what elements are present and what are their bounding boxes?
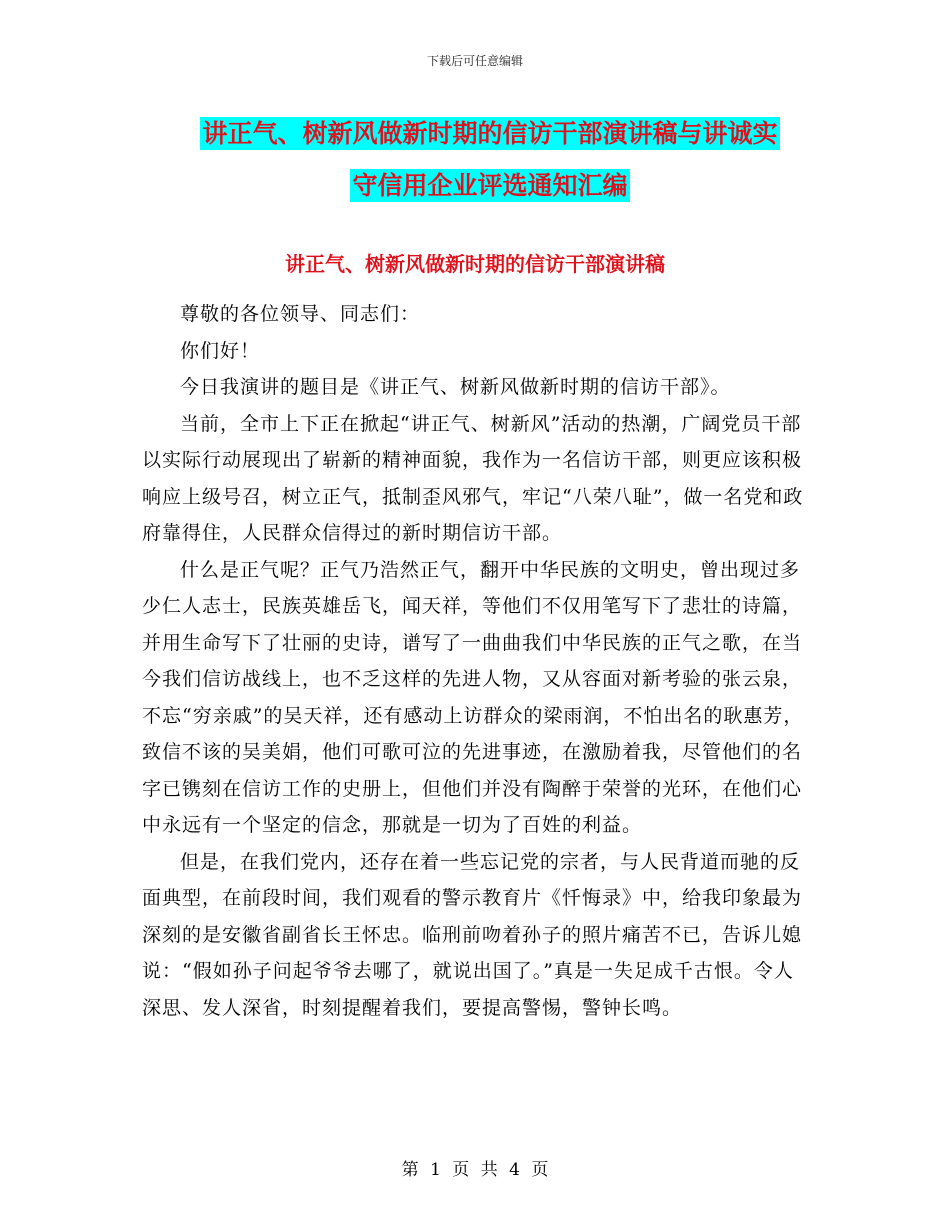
page-footer: 第 1 页 共 4 页 <box>401 1160 549 1180</box>
section-title: 讲正气、树新风做新时期的信访干部演讲稿 <box>285 252 665 276</box>
topic-paragraph: 今日我演讲的题目是《讲正气、树新风做新时期的信访干部》。 <box>180 376 731 398</box>
greeting-paragraph: 你们好！ <box>180 339 261 362</box>
header-note: 下载后可任意编辑 <box>426 54 523 68</box>
document-body <box>142 296 812 1026</box>
document-title-line-2: 守信用企业评选通知汇编 <box>352 171 628 200</box>
document-title <box>150 108 830 212</box>
body-paragraph: 当前，全市上下正在掀起“讲正气、树新风”活动的热潮，广阔党员干部以实际行动展现出了崭新的精神面貌，我作为一名信访干部，则更应该积极响应上级号召，树立正气，抵制歪风邪气，牢记“八荣八耻”，做一名党和政府靠得住，人民群众信得过的新时期信访干部。 <box>142 412 804 544</box>
document-title-line-1: 讲正气、树新风做新时期的信访干部演讲稿与讲诚实 <box>202 119 778 148</box>
salutation-paragraph: 尊敬的各位领导、同志们： <box>180 303 421 325</box>
body-paragraph: 但是，在我们党内，还存在着一些忘记党的宗者，与人民背道而驰的反面典型，在前段时间，我们观看的警示教育片《忏悔录》中，给我印象最为深刻的是安徽省副省长王怀忠。临刑前吻着孙子的照片痛苦不已，告诉儿媳说：“假如孙子问起爷爷去哪了，就说出国了。”真是一失足成千古恨。令人深思、发人深省，时刻提醒着我们，要提高警惕，警钟长鸣。 <box>142 850 803 1019</box>
body-paragraph: 什么是正气呢？正气乃浩然正气，翻开中华民族的文明史，曾出现过多少仁人志士，民族英雄岳飞，闻天祥，等他们不仅用笔写下了悲壮的诗篇，并用生命写下了壮丽的史诗，谱写了一曲曲我们中华民族的正气之歌，在当今我们信访战线上，也不乏这样的先进人物，又从容面对新考验的张云泉，不忘“穷亲戚”的吴天祥，还有感动上访群众的梁雨润，不怕出名的耿惠芳，致信不该的吴美娟，他们可歌可泣的先进事迹，在激励着我，尽管他们的名字已镌刻在信访工作的史册上，但他们并没有陶醉于荣誉的光环，在他们心中永远有一个坚定的信念，那就是一切为了百姓的利益。 <box>142 558 804 836</box>
